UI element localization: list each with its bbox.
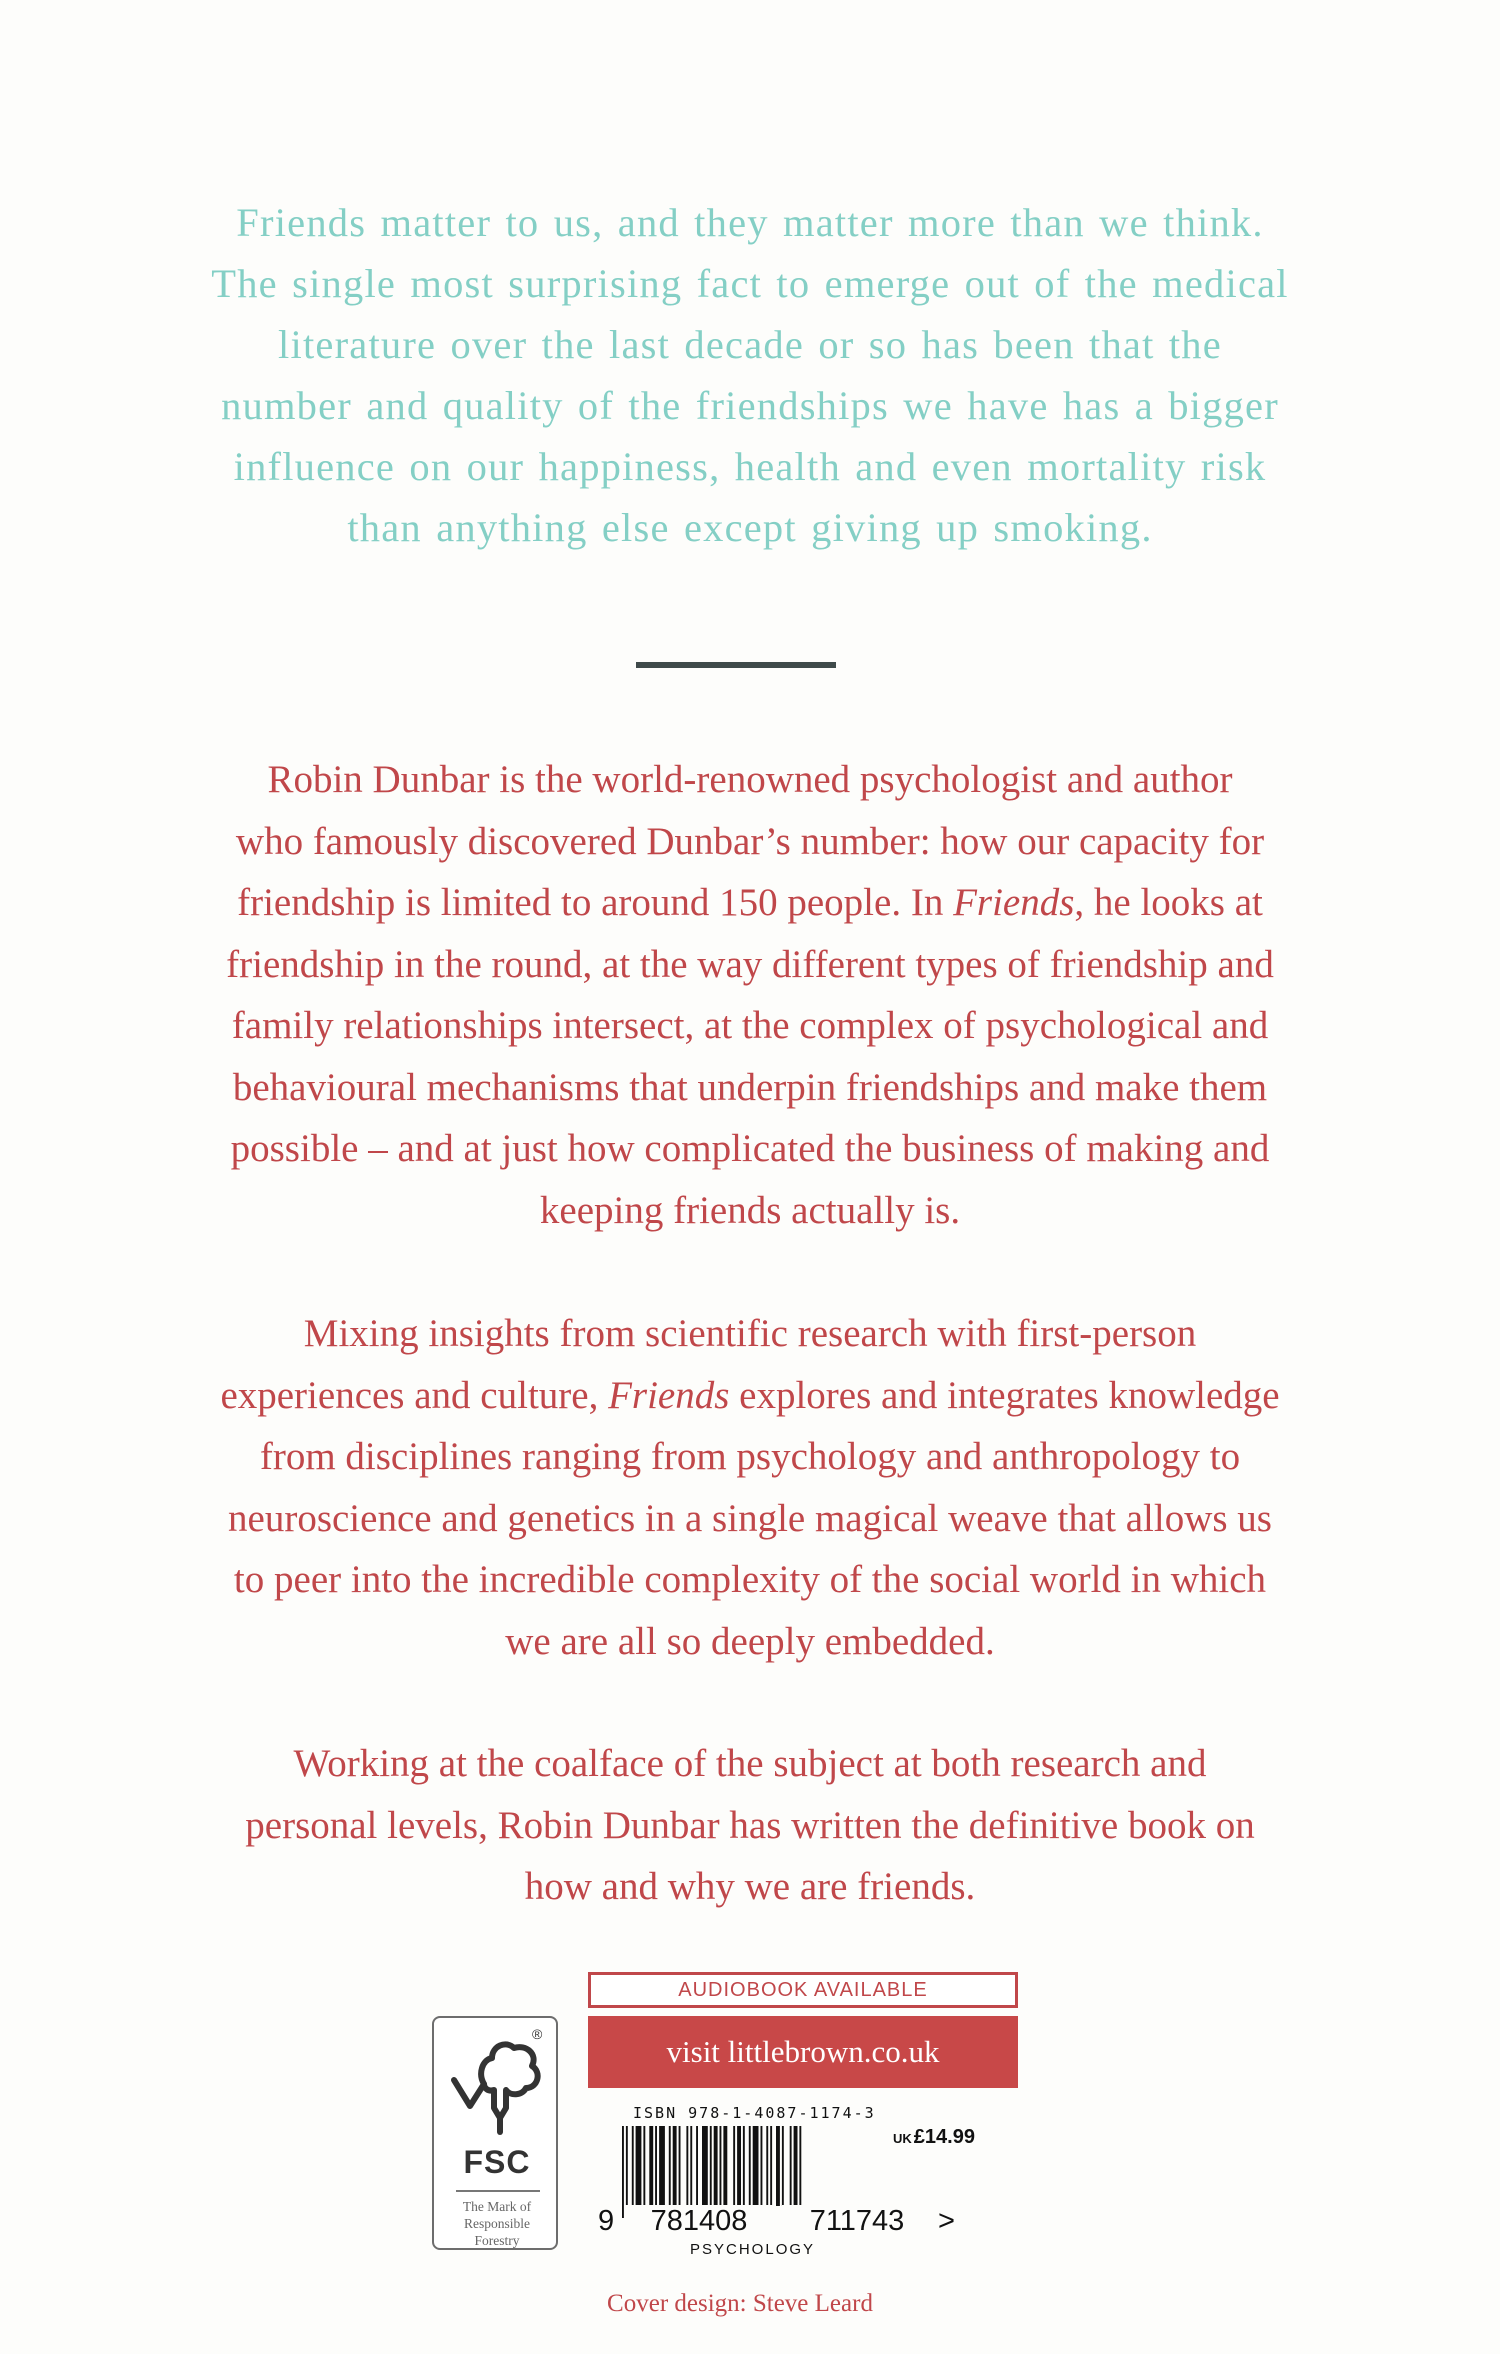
blurb-line: who famously discovered Dunbar’s number: how our capacity for	[235, 819, 1265, 863]
barcode-bar	[753, 2126, 759, 2206]
barcode-bar	[696, 2126, 698, 2206]
blurb-line: to peer into the incredible complexity of the social world in which	[233, 1558, 1267, 1601]
fsc-tagline-line: Forestry	[474, 2233, 520, 2248]
quote-line: literature over the last decade or so has been that the	[278, 322, 1222, 367]
barcode-bar	[659, 2126, 665, 2206]
barcode-bar	[643, 2126, 645, 2206]
barcode-bar	[673, 2126, 677, 2206]
barcode-bar	[782, 2126, 784, 2206]
barcode-digit-group: 781408	[624, 2205, 774, 2238]
quote-line: influence on our happiness, health and even mortality risk	[233, 444, 1267, 489]
blurb-line	[100, 1365, 1400, 1427]
blurb-line: how and why we are friends.	[524, 1865, 976, 1908]
barcode-bar	[790, 2126, 792, 2206]
blurb-paragraph-1	[100, 749, 1400, 1241]
publisher-website-banner: visit littlebrown.co.uk	[588, 2016, 1018, 2088]
isbn-text: ISBN 978-1-4087-1174-3	[633, 2104, 876, 2122]
fsc-wordmark: FSC	[463, 2144, 531, 2180]
blurb-text: , he looks at	[1074, 881, 1263, 924]
barcode-bar	[743, 2126, 745, 2206]
fsc-logo	[432, 2016, 558, 2250]
barcode-bar	[655, 2126, 657, 2206]
barcode-digit-first: 9	[598, 2205, 615, 2237]
quote-line: number and quality of the friendships we have has a bigger	[221, 383, 1279, 428]
category-label: PSYCHOLOGY	[690, 2241, 816, 2258]
barcode-bar	[766, 2126, 768, 2206]
fsc-tree-checkmark-icon	[448, 2034, 544, 2138]
barcode-bar	[761, 2126, 763, 2206]
fsc-tagline-line: The Mark of	[462, 2199, 532, 2214]
blurb-line: from disciplines ranging from psychology and anthropology to	[259, 1435, 1241, 1478]
barcode-bar	[733, 2126, 735, 2206]
quote-line: Friends matter to us, and they matter more than we think.	[236, 200, 1264, 245]
quote-line: The single most surprising fact to emerge out of the medical	[211, 261, 1289, 306]
blurb-line: possible – and at just how complicated the business of making and	[230, 1127, 1270, 1170]
fsc-tagline-line: Responsible	[464, 2216, 530, 2231]
barcode-bar	[632, 2126, 634, 2206]
cover-credit	[0, 2290, 1500, 2318]
pull-quote	[120, 192, 1380, 558]
barcode-bar	[636, 2126, 642, 2206]
barcode-bar	[794, 2126, 798, 2206]
blurb-line: personal levels, Robin Dunbar has written the definitive book on	[245, 1803, 1255, 1847]
audiobook-available-label: AUDIOBOOK AVAILABLE	[588, 1972, 1018, 2008]
blurb-line: Working at the coalface of the subject at both research and	[293, 1742, 1207, 1785]
barcode-bar	[776, 2126, 780, 2206]
quote-line: than anything else except giving up smoking.	[347, 505, 1153, 550]
blurb-paragraph-2	[100, 1303, 1400, 1672]
registered-mark: ®	[532, 2026, 543, 2042]
blurb-line	[100, 872, 1400, 934]
barcode-bar	[669, 2126, 671, 2206]
blurb-text: friendship is limited to around 150 people. In	[237, 881, 954, 924]
book-title: Friends	[608, 1373, 730, 1417]
blurb-line: behavioural mechanisms that underpin friendships and make them	[232, 1065, 1268, 1109]
fsc-tagline	[440, 2198, 554, 2249]
blurb-line: Mixing insights from scientific research with first-person	[303, 1312, 1197, 1355]
blurb-line: keeping friends actually is.	[539, 1188, 961, 1232]
cover-credit-text: Cover design: Steve Leard	[607, 2290, 873, 2317]
price-value: £14.99	[913, 2126, 975, 2148]
barcode-bar	[679, 2126, 681, 2206]
fsc-divider	[456, 2190, 540, 2192]
barcode-bar	[749, 2126, 751, 2206]
blurb-line: friendship in the round, at the way different types of friendship and	[226, 942, 1274, 986]
barcode-digit-group: 711743	[782, 2205, 932, 2238]
barcode-bar	[690, 2126, 692, 2206]
blurb-line: family relationships intersect, at the complex of psychological and	[231, 1004, 1269, 1047]
blurb-text: explores and integrates knowledge	[729, 1373, 1280, 1417]
blurb-text: experiences and culture,	[220, 1373, 609, 1417]
barcode-bar	[702, 2126, 708, 2206]
price-region: UK	[893, 2131, 912, 2146]
blurb-paragraph-3	[100, 1733, 1400, 1918]
blurb-line: we are all so deeply embedded.	[505, 1619, 995, 1663]
barcode-bar	[649, 2126, 653, 2206]
barcode-bar	[770, 2126, 772, 2206]
section-divider	[636, 662, 836, 668]
blurb-line: neuroscience and genetics in a single magical weave that allows us	[228, 1496, 1272, 1540]
barcode-bar	[686, 2126, 688, 2206]
barcode-end-marker: >	[938, 2205, 955, 2237]
blurb-line: Robin Dunbar is the world-renowned psychologist and author	[267, 758, 1233, 801]
price-label	[893, 2126, 975, 2149]
barcode-bar	[737, 2126, 741, 2206]
book-title: Friends	[953, 881, 1075, 924]
barcode-digits	[598, 2205, 955, 2238]
barcode-bar	[723, 2126, 727, 2206]
